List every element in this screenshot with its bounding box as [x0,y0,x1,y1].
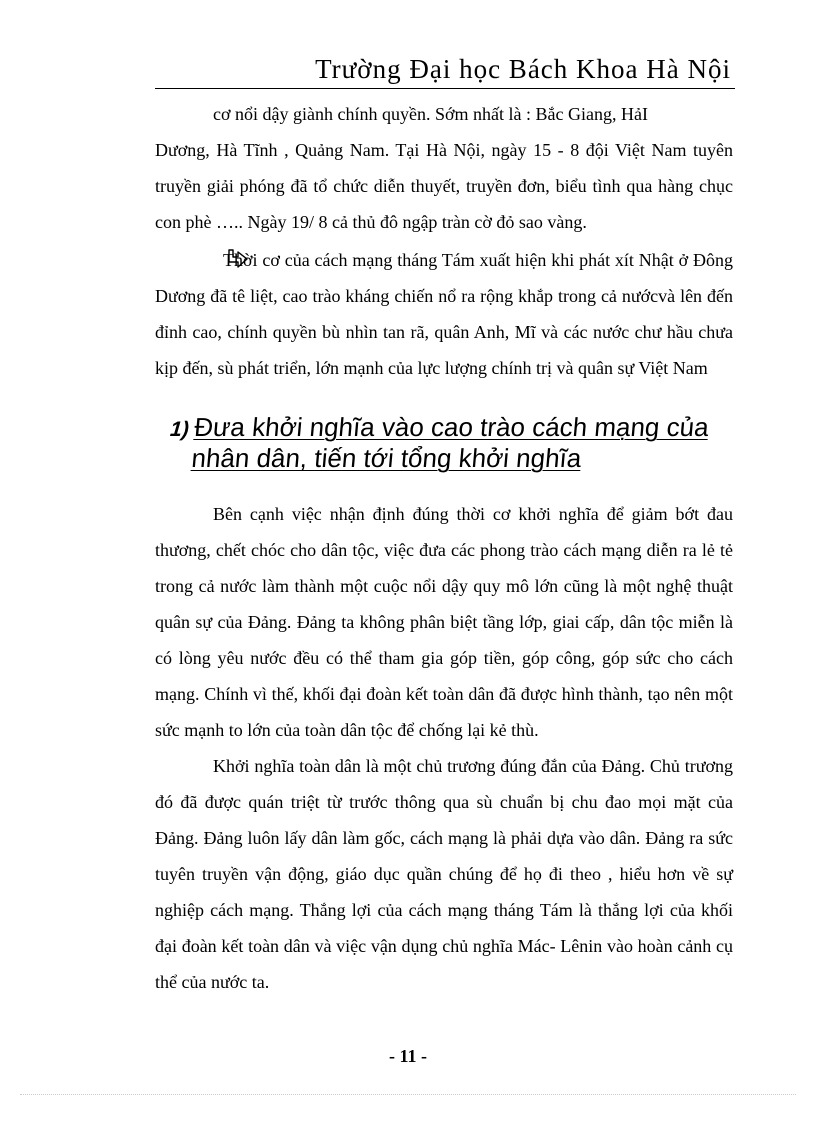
body-paragraph-2: Khởi nghĩa toàn dân là một chủ trương đúng đắn của Đảng. Chủ trương đó đã được quán triệt từ trước thông qua sù chuẩn bị chu đao mọi mặt của Đảng. Đảng luôn lấy dân làm gốc, cách mạng là phải dựa vào dân. Đảng ra sức tuyên truyền vận động, giáo dục quần chúng để họ đi theo , hiểu hơn về sự nghiệp cách mạng. Thắng lợi của cách mạng tháng Tám là thắng lợi của khối đại đoàn kết toàn dân và việc vận dụng chủ nghĩa Mác- Lênin vào hoàn cảnh cụ thể của nước ta. [155,756,733,992]
page-header [155,52,735,89]
page-bottom-divider [20,1094,796,1095]
section-heading [152,412,735,474]
section-title: Đưa khởi nghĩa vào cao trào cách mạng của nhân dân, tiến tới tổng khởi nghĩa [190,412,711,473]
section-number: 1) [169,418,190,441]
school-name: Trường Đại học Bách Khoa Hà Nội [315,54,731,84]
body-paragraph-1: Bên cạnh việc nhận định đúng thời cơ khởi nghĩa để giảm bớt đau thương, chết chóc cho dân tộc, việc đưa các phong trào cách mạng diễn ra lẻ tẻ trong cả nước làm thành một cuộc nổi dậy quy mô lớn cũng là một nghệ thuật quân sự của Đảng. Đảng ta không phân biệt tầng lớp, giai cấp, dân tộc miễn là có lòng yêu nước đều có thể tham gia góp tiền, góp công, góp sức cho cách mạng. Chính vì thế, khối đại đoàn kết toàn dân đã được hình thành, tạo nên một sức mạnh to lớn của toàn dân tộc để chống lại kẻ thù. [155,504,733,740]
intro-paragraph: Dương, Hà Tĩnh , Quảng Nam. Tại Hà Nội, ngày 15 - 8 đội Việt Nam tuyên truyền giải phóng đã tổ chức diễn thuyết, truyền đơn, biểu tình qua hàng chục con phè ….. Ngày 19/ 8 cả thủ đô ngập tràn cờ đỏ sao vàng. [155,140,733,232]
conclusion-text: Thời cơ của cách mạng tháng Tám xuất hiện khi phát xít Nhật ở Đông Dương đã tê liệt, cao trào kháng chiến nổ ra rộng khắp trong cả nướcvà lên đến đỉnh cao, chính quyền bù nhìn tan rã, quân Anh, Mĩ và các nước chư hầu chưa kịp đến, sù phát triển, lớn mạnh của lực lượng chính trị và quân sự Việt Nam [155,250,733,378]
intro-line-1: cơ nổi dậy giành chính quyền. Sớm nhất là : Bắc Giang, HảI [213,104,648,124]
page-number: - 11 - [389,1046,427,1066]
document-body [155,96,733,1000]
conclusion-paragraph [155,242,733,386]
arrow-right-icon [227,248,249,270]
